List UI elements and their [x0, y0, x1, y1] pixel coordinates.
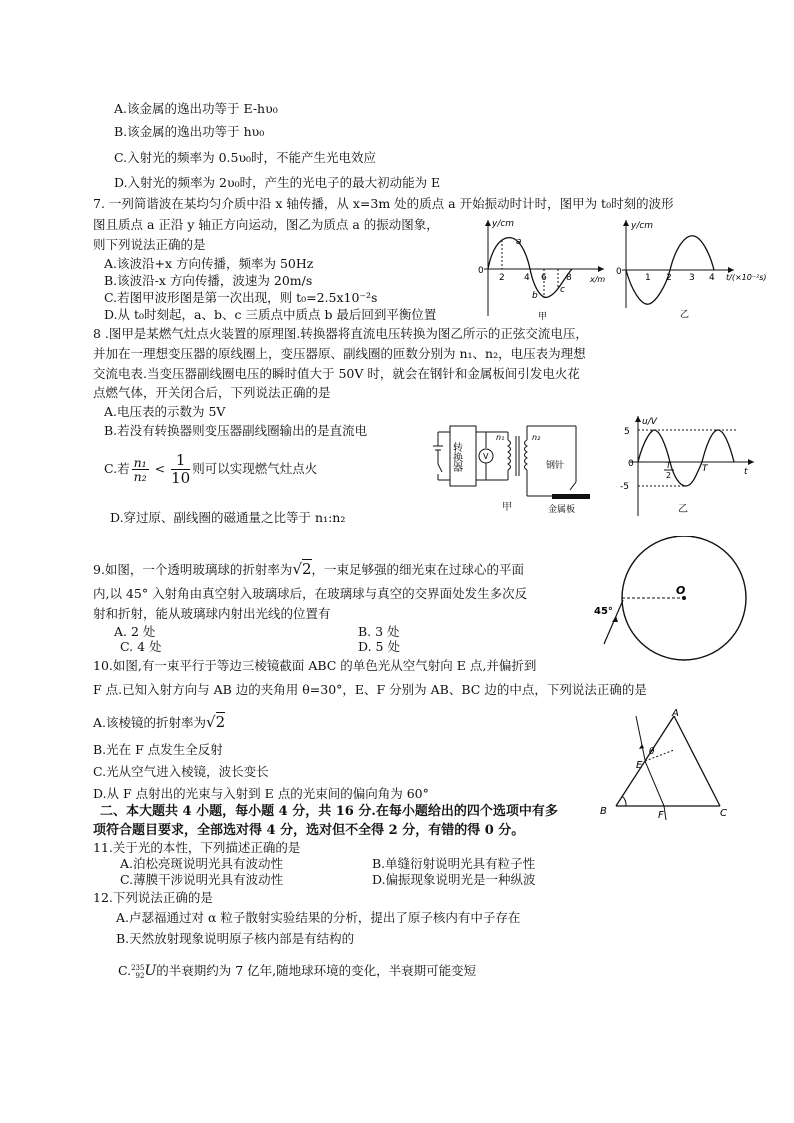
q7-stem-3: 则下列说法正确的是	[93, 237, 206, 252]
q7-wave-origin: 0	[478, 266, 484, 276]
q10-vertex-b: B	[600, 806, 607, 817]
q8-option-b: B.若没有转换器则变压器副线圈输出的是直流电	[104, 423, 368, 438]
q8-ratio-value	[171, 452, 190, 487]
q8-turns-ratio	[132, 456, 149, 483]
section2-heading-2: 项符合题目要求，全部选对得 4 分，选对但不全得 2 分，有错的得 0 分。	[93, 823, 525, 838]
q7-stem-1: 7. 一列简谐波在某均匀介质中沿 x 轴传播，从 x=3m 处的质点 a 开始振动时计时，图甲为 t₀时刻的波形	[93, 196, 674, 211]
q7-wave-caption: 甲	[538, 312, 548, 322]
q9-option-a: A. 2 处	[114, 624, 156, 639]
q7-vibration-figure	[614, 216, 774, 322]
q12-nuclide-numbers	[131, 964, 144, 980]
q7-wave-tick-4: 4	[524, 273, 530, 283]
q10-vertex-c: C	[720, 808, 727, 819]
q9-sqrt: √2	[292, 560, 312, 578]
q8-option-c-prefix: C.若	[104, 461, 130, 476]
q8-sine-xlabel: t	[744, 467, 748, 477]
q7-vibration-tick-4: 4	[709, 273, 715, 283]
q7-stem-2: 图且质点 a 正沿 y 轴正方向运动，图乙为质点 a 的振动图象，	[93, 217, 439, 232]
q6-option-c: C.入射光的频率为 0.5υ₀时，不能产生光电效应	[114, 150, 377, 165]
q8-n2-label: n₂	[532, 433, 541, 442]
q8-option-c-suffix: 则可以实现燃气灶点火	[192, 461, 318, 476]
q9-stem-3: 射和折射，能从玻璃球内射出光线的位置有	[93, 606, 331, 621]
q8-sine-half-den: 2	[666, 471, 672, 480]
q7-wave-ylabel: y/cm	[492, 219, 515, 229]
q7-wave-tick-8: 8	[566, 273, 572, 283]
q7-wave-point-b: b	[532, 291, 538, 301]
q7-wave-tick-2: 2	[499, 273, 505, 283]
q10-option-d: D.从 F 点射出的光束与入射到 E 点的光束间的偏向角为 60°	[93, 786, 429, 801]
q8-circuit-figure	[428, 412, 598, 518]
q7-vibration-caption: 乙	[680, 310, 690, 320]
q11-option-d: D.偏振现象说明光是一种纵波	[372, 872, 536, 887]
q8-converter-label: 转换器	[450, 442, 462, 472]
q8-needle-label: 钢针	[546, 461, 565, 471]
q8-value-num: 1	[171, 452, 190, 470]
q11-stem: 11.关于光的本性，下列描述正确的是	[93, 840, 301, 855]
q8-n1-label: n₁	[496, 433, 505, 442]
q6-option-a: A.该金属的逸出功等于 E-hυ₀	[114, 101, 278, 116]
q10-option-a	[93, 712, 225, 733]
q8-stem-4: 点燃气体，开关闭合后，下列说法正确的是	[93, 385, 331, 400]
q7-wave-point-c: c	[560, 285, 565, 295]
q7-vibration-tick-1: 1	[645, 273, 651, 283]
q7-vibration-origin: 0	[616, 267, 622, 277]
q10-stem-1: 10.如图,有一束平行于等边三棱镜截面 ABC 的单色光从空气射向 E 点,并偏折到	[93, 658, 537, 673]
q10-point-f: F	[658, 810, 664, 820]
q10-sqrt-value: 2	[215, 713, 226, 731]
q6-option-d: D.入射光的频率为 2υ₀时，产生的光电子的最大初动能为 E	[114, 175, 441, 190]
q12-option-c-pre: C.	[118, 963, 132, 978]
q8-option-c	[104, 452, 317, 487]
q10-sqrt: √2	[206, 713, 226, 731]
q9-stem-1-pre: 9.如图，一个透明玻璃球的折射率为	[93, 562, 293, 577]
q10-prism-figure	[596, 708, 736, 820]
q7-option-d: D.从 t₀时刻起，a、b、c 三质点中质点 b 最后回到平衡位置	[104, 307, 437, 322]
q10-vertex-a: A	[672, 708, 679, 719]
q8-option-a: A.电压表的示数为 5V	[104, 404, 226, 419]
q7-wave-tick-6: 6	[541, 273, 547, 283]
q8-stem-3: 交流电表.当变压器副线圈电压的瞬时值大于 50V 时，就会在钢针和金属板间引发电火花	[93, 366, 580, 381]
q12-option-c	[118, 961, 476, 981]
q9-glass-ball-figure	[590, 536, 772, 664]
q9-option-d: D. 5 处	[358, 639, 400, 654]
q8-option-d: D.穿过原、副线圈的磁通量之比等于 n₁:n₂	[110, 510, 346, 525]
q12-option-c-post: 的半衰期约为 7 亿年,随地球环境的变化，半衰期可能变短	[156, 963, 477, 978]
q12-option-a: A.卢瑟福通过对 α 粒子散射实验结果的分析，提出了原子核内有中子存在	[116, 910, 521, 925]
q9-stem-1-post: ，一束足够强的细光束在过球心的平面	[311, 562, 525, 577]
section2-heading-1: 二、本大题共 4 小题，每小题 4 分，共 16 分.在每小题给出的四个选项中有多	[100, 804, 558, 819]
q8-stem-2: 并加在一理想变压器的原线圈上，变压器原、副线圈的匝数分别为 n₁、n₂，电压表为理想	[93, 346, 586, 361]
q7-option-b: B.该波沿-x 方向传播，波速为 20m/s	[104, 273, 313, 288]
q9-sqrt-value: 2	[302, 560, 312, 578]
q8-value-den: 10	[171, 469, 191, 487]
q11-option-a: A.泊松亮斑说明光具有波动性	[120, 856, 284, 871]
q8-sine-ylabel: u/V	[642, 417, 657, 427]
q9-angle-label: 45°	[594, 606, 613, 617]
q8-sine-half-num: T	[666, 461, 671, 470]
q8-ratio-den: n₂	[133, 469, 147, 484]
q7-vibration-tick-2: 2	[666, 273, 672, 283]
q9-option-c: C. 4 处	[120, 639, 162, 654]
q8-sine-origin: 0	[628, 459, 634, 469]
q7-wave-xlabel: x/m	[590, 275, 606, 284]
q8-circuit-caption: 甲	[502, 502, 512, 513]
q11-option-b: B.单缝衍射说明光具有粒子性	[372, 856, 536, 871]
q7-wave-figure	[472, 216, 608, 322]
q8-sine-caption: 乙	[678, 504, 688, 515]
q8-sine-ymin: -5	[620, 482, 629, 492]
q10-option-a-pre: A.该棱镜的折射率为	[93, 715, 207, 730]
q8-sine-ymax: 5	[624, 427, 630, 437]
q11-option-c: C.薄膜干涉说明光具有波动性	[120, 872, 284, 887]
q9-stem-2: 内,以 45° 入射角由真空射入玻璃球后，在玻璃球与真空的交界面处发生多次反	[93, 586, 528, 601]
q8-sine-period: T	[702, 464, 708, 474]
q10-option-c: C.光从空气进入棱镜，波长变长	[93, 764, 269, 779]
q12-element-symbol: U	[144, 963, 157, 979]
q8-voltmeter-label: V	[483, 452, 489, 461]
q10-stem-2: F 点.已知入射方向与 AB 边的夹角用 θ=30°，E、F 分别为 AB、BC 边的中点，下列说法正确的是	[93, 682, 647, 697]
q9-center-label: O	[676, 584, 686, 597]
q8-ratio-num: n₁	[133, 455, 147, 470]
q9-option-b: B. 3 处	[358, 624, 400, 639]
q7-wave-point-a: a	[516, 237, 522, 247]
q8-sine-figure	[616, 412, 766, 522]
q10-theta-label: θ	[649, 747, 655, 757]
q7-vibration-xlabel: t/(×10⁻²s)	[726, 273, 767, 282]
q7-vibration-ylabel: y/cm	[631, 221, 654, 231]
q8-plate-label: 金属板	[548, 505, 576, 515]
q12-mass-number: 235	[131, 963, 145, 972]
q6-option-b: B.该金属的逸出功等于 hυ₀	[114, 124, 265, 139]
q8-less-than: <	[154, 461, 166, 476]
q10-point-e: E	[636, 760, 643, 771]
q7-option-c: C.若图甲波形图是第一次出现，则 t₀=2.5x10⁻²s	[104, 290, 378, 305]
q9-stem-1	[93, 559, 524, 580]
q12-option-b: B.天然放射现象说明原子核内部是有结构的	[116, 931, 355, 946]
q10-option-b: B.光在 F 点发生全反射	[93, 742, 223, 757]
q8-stem-1: 8 .图甲是某燃气灶点火装置的原理图.转换器将直流电压转换为图乙所示的正弦交流电压，	[93, 326, 588, 341]
q7-vibration-tick-3: 3	[689, 273, 695, 283]
q12-stem: 12.下列说法正确的是	[93, 890, 213, 905]
q7-option-a: A.该波沿+x 方向传播，频率为 50Hz	[104, 256, 314, 271]
q12-charge-number: 92	[135, 971, 145, 980]
